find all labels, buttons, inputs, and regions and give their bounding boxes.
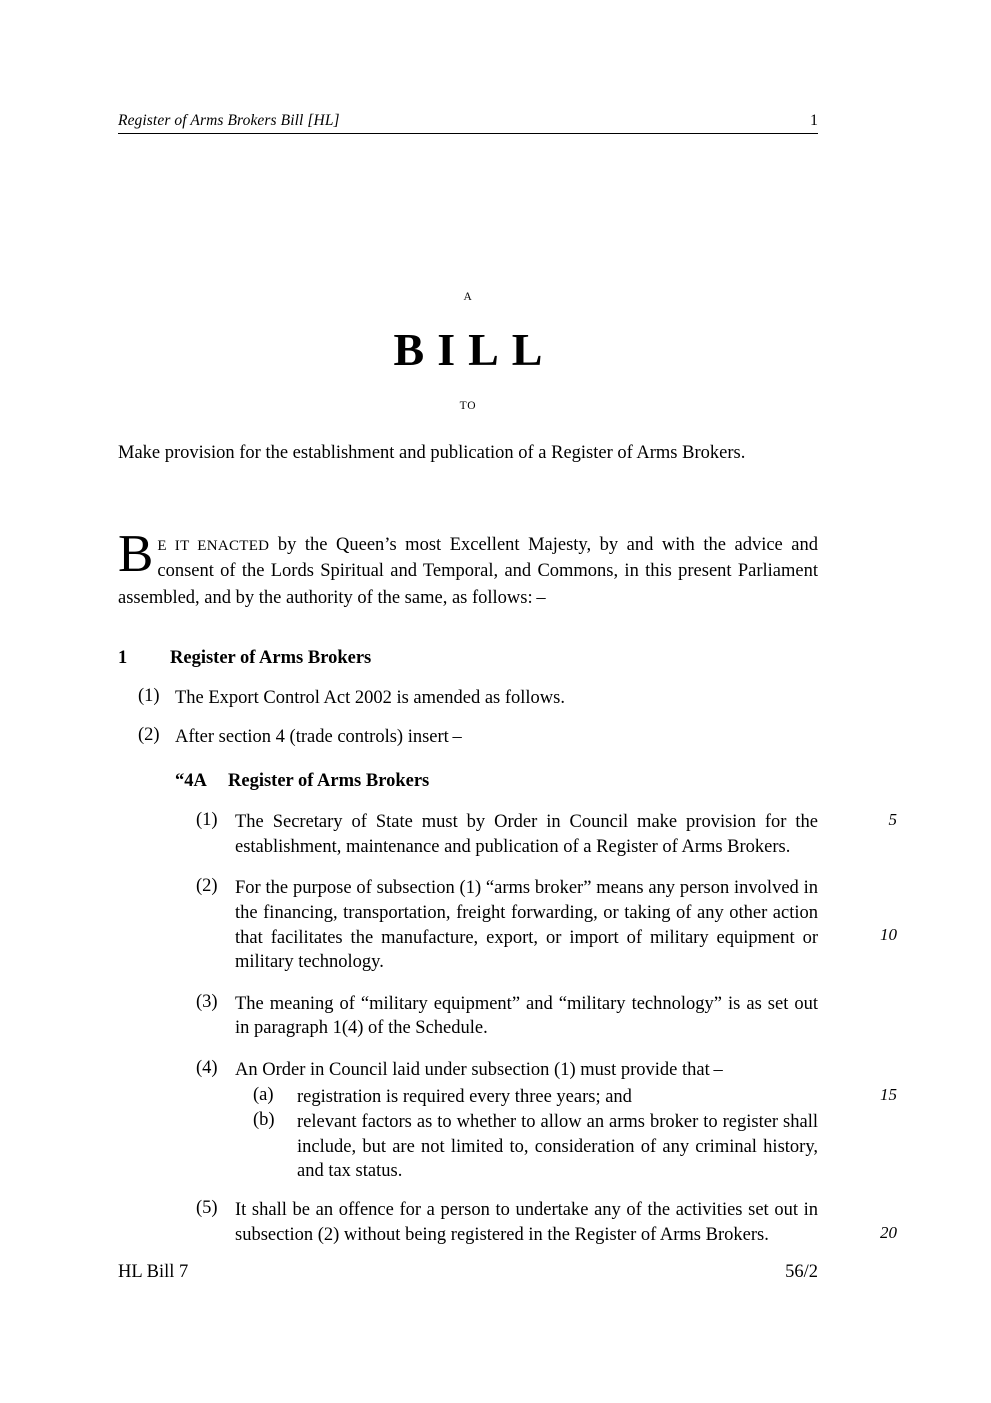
clause-1-heading	[118, 648, 818, 669]
subsection-marker: (3)	[196, 991, 218, 1012]
title-article: A	[463, 291, 473, 303]
inserted-paragraph-a	[118, 1084, 897, 1110]
inserted-subsection-4	[118, 1058, 818, 1083]
enacting-formula	[118, 525, 818, 611]
subsection-marker: (1)	[138, 686, 160, 706]
print-code: 56/2	[785, 1262, 818, 1282]
title-preposition: TO	[459, 399, 477, 412]
page-footer	[118, 1262, 818, 1283]
paragraph-text: relevant factors as to whether to allow an arms broker to register shall include, but are not limited to, consideration of any criminal history, and tax status.	[297, 1112, 818, 1182]
inserted-subsection-3	[118, 992, 818, 1041]
inserted-section-heading	[118, 771, 818, 792]
inserted-section-number: “4A	[175, 771, 207, 792]
inserted-paragraph-b	[118, 1110, 818, 1184]
paragraph-marker: (b)	[253, 1110, 275, 1131]
subsection-text: After section 4 (trade controls) insert –	[175, 726, 462, 747]
subsection-text: The Secretary of State must by Order in Council make provision for the establishment, maintenance and publication of a Register of Arms Brokers.	[235, 812, 818, 857]
line-number-5: 5	[888, 810, 897, 830]
subsection-text: For the purpose of subsection (1) “arms broker” means any person involved in the financing, transportation, freight forwarding, or taking of any other action that facilitates the manufacture, export, or import of military equipment or military technology.	[235, 878, 818, 973]
page-header	[118, 112, 818, 134]
inserted-subsection-2	[118, 876, 897, 974]
page-header-row	[118, 112, 818, 130]
inserted-section-title: Register of Arms Brokers	[228, 771, 430, 792]
subsection-marker: (2)	[138, 724, 160, 745]
page-number: 1	[810, 112, 818, 129]
subsection-marker: (5)	[196, 1197, 218, 1218]
subsection-text: The meaning of “military equipment” and “military technology” is as set out in paragraph 1(4) of the Schedule.	[235, 993, 818, 1039]
subsection-text: It shall be an offence for a person to undertake any of the activities set out in subsection (2) without being registered in the Register of Arms Brokers.	[235, 1199, 818, 1245]
long-title: Make provision for the establishment and publication of a Register of Arms Brokers.	[118, 443, 746, 463]
enacting-smallcaps: E IT ENACTED	[157, 538, 270, 554]
clause-1-subsection-2	[118, 725, 818, 750]
clause-1-title: Register of Arms Brokers	[170, 648, 372, 668]
subsection-text: An Order in Council laid under subsection (1) must provide that –	[235, 1059, 723, 1080]
title-bill-word: BILL	[393, 323, 556, 375]
clause-1-number: 1	[118, 648, 128, 668]
line-number-10: 10	[880, 925, 897, 945]
subsection-marker: (1)	[196, 810, 218, 831]
paragraph-marker: (a)	[253, 1084, 274, 1105]
inserted-subsection-4-group	[118, 1057, 897, 1184]
inserted-subsection-1	[118, 810, 897, 859]
running-title: Register of Arms Brokers Bill [HL]	[118, 112, 340, 129]
clause-1-subsection-1	[118, 686, 818, 711]
subsection-text: The Export Control Act 2002 is amended as follows.	[175, 688, 565, 708]
line-number-15: 15	[880, 1084, 897, 1104]
header-rule	[118, 133, 818, 134]
enacting-dropcap: B	[118, 525, 154, 583]
bill-title-block	[118, 292, 818, 412]
subsection-marker: (4)	[196, 1057, 218, 1078]
bill-body	[118, 648, 897, 1264]
bill-reference: HL Bill 7	[118, 1262, 189, 1282]
enacting-body: by the Queen’s most Excellent Majesty, by and with the advice and consent of the Lords Spiritual and Temporal, and Commons, in this present Parliament assembled, and by the authority of the same, as follows: –	[118, 535, 818, 608]
line-number-20: 20	[880, 1222, 897, 1242]
paragraph-text: registration is required every three years; and	[297, 1086, 632, 1107]
inserted-subsection-5	[118, 1197, 897, 1247]
subsection-marker: (2)	[196, 876, 218, 897]
